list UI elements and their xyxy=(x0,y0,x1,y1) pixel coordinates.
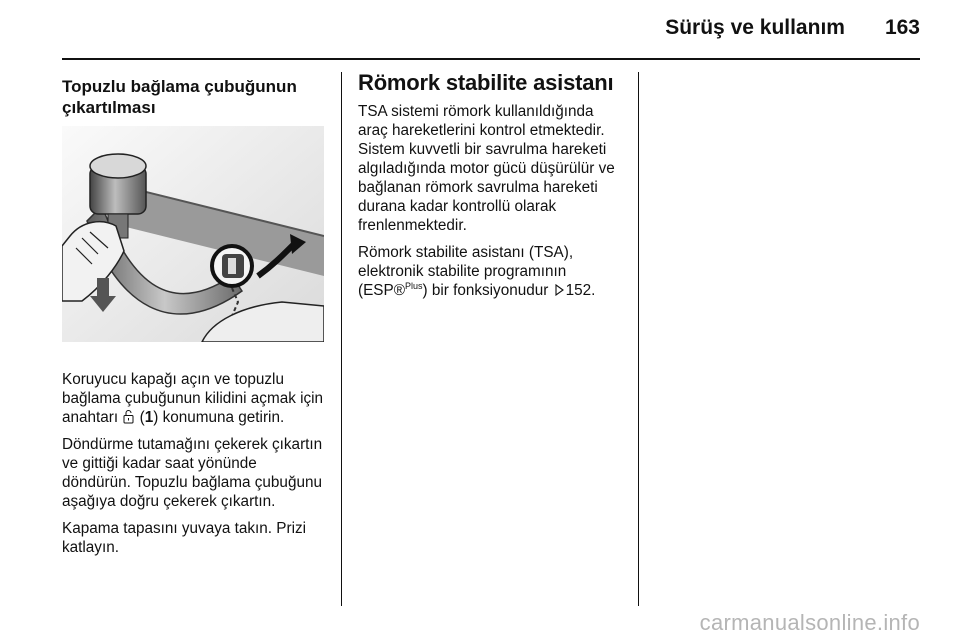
unlocked-padlock-icon xyxy=(123,409,134,424)
plus-superscript: Plus xyxy=(404,280,423,291)
middle-column xyxy=(358,70,624,308)
paragraph-remove: Döndürme tutamağını çekerek çıkartın ve gittiği kadar saat yönünde döndürün. Topuzlu bağlama çubuğunu aşağıya doğru çekerek çıkartın. xyxy=(62,436,323,510)
header-rule xyxy=(62,58,920,60)
column-divider-left xyxy=(341,72,342,606)
tow-bar-removal-heading: Topuzlu bağlama çubuğunun çıkartılması xyxy=(62,77,297,117)
paragraph-tsa-description: TSA sistemi römork kullanıldığında araç hareketlerini kontrol etmektedir. Sistem kuvvetli bir savrulma hareketi algıladığında motor gücü düşürülür ve bağlanan römork savrulma hareketi durana kadar kontrollü olarak frenlenmektedir. xyxy=(358,103,615,234)
paragraph-close: Kapama tapasını yuvaya takın. Prizi katlayın. xyxy=(62,520,307,556)
paragraph-tsa-esp: Römork stabilite asistanı (TSA), elektronik stabilite programının (ESP®$^{Plus}$) bir fonksiyonudur 152. xyxy=(358,244,596,299)
section-title: Sürüş ve kullanım xyxy=(665,16,845,39)
paragraph-unlock: Koruyucu kapağı açın ve topuzlu bağlama çubuğunun kilidini açmak için anahtarı (1) konumuna getirin. xyxy=(62,371,324,426)
left-column xyxy=(62,76,328,565)
page-reference[interactable]: 152 xyxy=(565,282,592,299)
page-number: 163 xyxy=(884,16,920,39)
watermark: carmanualsonline.info xyxy=(699,610,920,635)
tow-bar-removal-illustration xyxy=(62,126,324,342)
tsa-heading: Römork stabilite asistanı xyxy=(358,70,614,95)
running-header xyxy=(665,16,920,40)
position-number: 1 xyxy=(144,409,154,426)
column-divider-right xyxy=(638,72,639,606)
page-reference-arrow-icon xyxy=(555,284,564,296)
